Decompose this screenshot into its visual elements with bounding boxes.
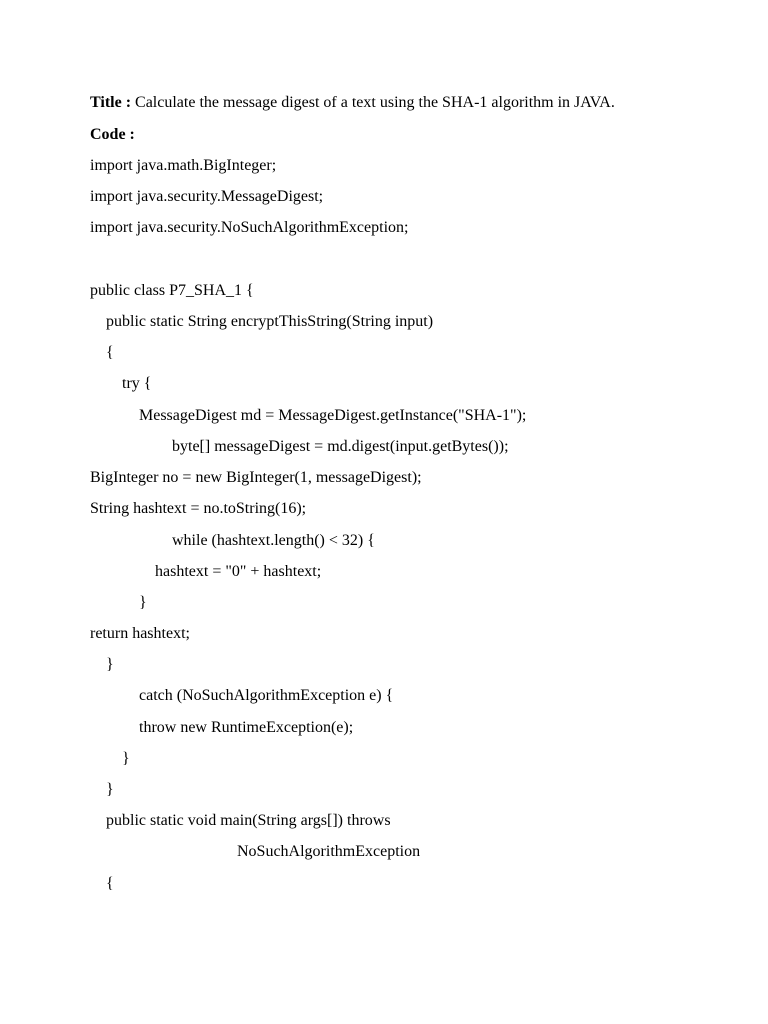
- code-line: try {: [122, 375, 152, 392]
- code-line: }: [106, 781, 114, 798]
- title-label: Title :: [90, 94, 132, 111]
- code-line: }: [122, 750, 130, 767]
- code-line: }: [106, 656, 114, 673]
- code-line: byte[] messageDigest = md.digest(input.getBytes());: [172, 438, 509, 455]
- code-line: while (hashtext.length() < 32) {: [172, 532, 375, 549]
- code-line: public static void main(String args[]) throws: [106, 812, 391, 829]
- code-line: import java.math.BigInteger;: [90, 157, 277, 174]
- code-line: public static String encryptThisString(String input): [106, 313, 434, 330]
- title-line: [90, 93, 615, 113]
- code-line: public class P7_SHA_1 {: [90, 282, 254, 299]
- code-line: catch (NoSuchAlgorithmException e) {: [139, 687, 394, 704]
- code-line: return hashtext;: [90, 625, 190, 642]
- code-line: BigInteger no = new BigInteger(1, messageDigest);: [90, 469, 422, 486]
- code-line: import java.security.MessageDigest;: [90, 188, 324, 205]
- code-line: String hashtext = no.toString(16);: [90, 500, 307, 517]
- code-line: MessageDigest md = MessageDigest.getInstance("SHA-1");: [139, 407, 527, 424]
- code-label: Code :: [90, 126, 135, 143]
- code-line: throw new RuntimeException(e);: [139, 719, 354, 736]
- code-line: import java.security.NoSuchAlgorithmException;: [90, 219, 409, 236]
- code-line: {: [106, 875, 114, 892]
- code-line: NoSuchAlgorithmException: [237, 843, 421, 860]
- code-line: hashtext = "0" + hashtext;: [155, 563, 322, 580]
- code-line: {: [106, 344, 114, 361]
- code-line: }: [139, 594, 147, 611]
- title-text: Calculate the message digest of a text using the SHA-1 algorithm in JAVA.: [131, 94, 615, 111]
